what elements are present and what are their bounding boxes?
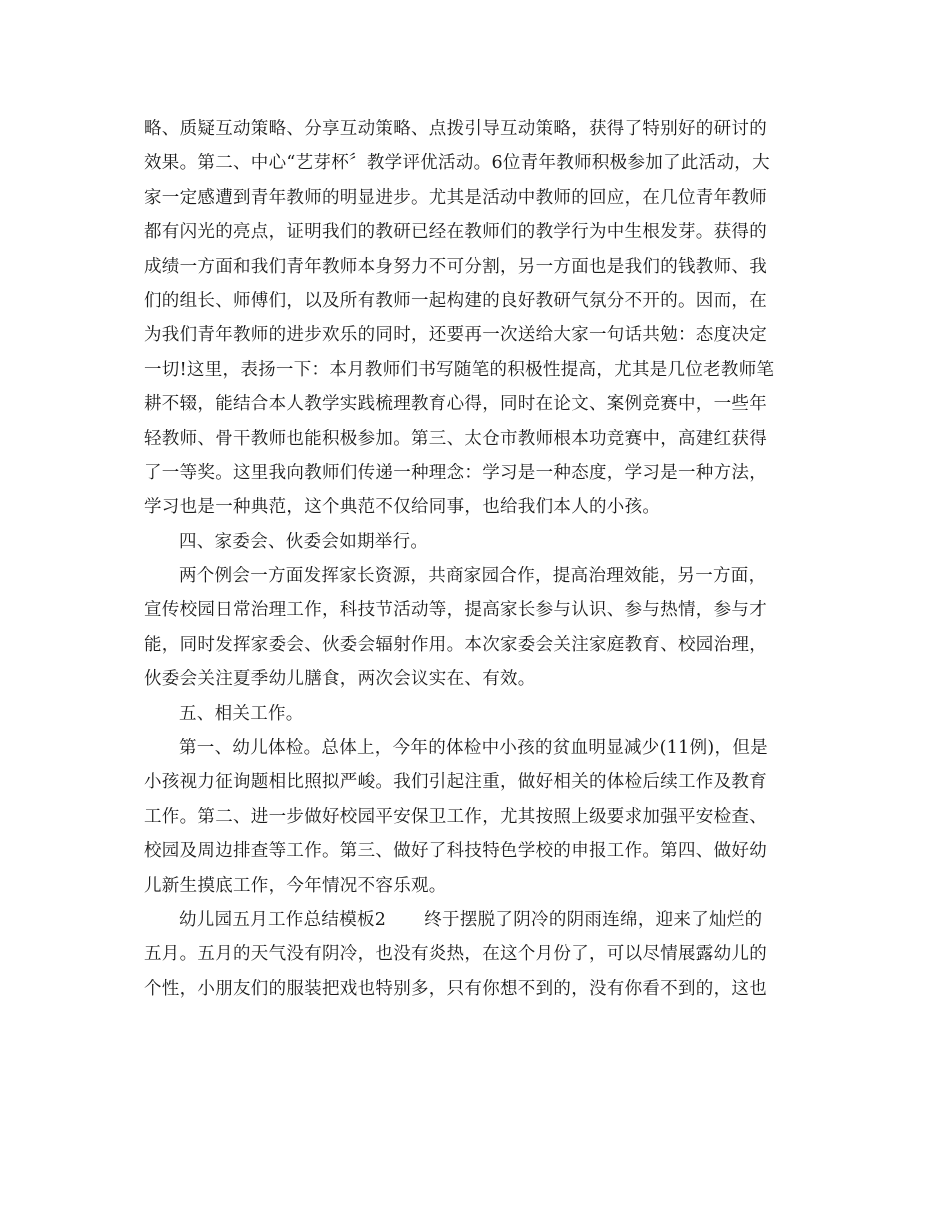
text-line: 轻教师、骨干教师也能积极参加。第三、太仓市教师根本功竞赛中，高建红获得	[144, 428, 767, 449]
text-line: 家一定感遭到青年教师的明显进步。尤其是活动中教师的回应，在几位青年教师	[144, 187, 767, 208]
text-line: 第一、幼儿体检。总体上，今年的体检中小孩的贫血明显减少(11例)，但是	[179, 738, 768, 759]
template-2-first-line	[144, 903, 806, 937]
template-2-title: 幼儿园五月工作总结模板2	[179, 909, 387, 930]
text-line: 效果。第二、中心“艺芽杯〞教学评优活动。6位青年教师积极参加了此活动，大	[144, 153, 770, 174]
text-line: 学习也是一种典范，这个典范不仅给同事，也给我们本人的小孩。	[144, 497, 661, 518]
text-line: 一切!这里，表扬一下：本月教师们书写随笔的积极性提高，尤其是几位老教师笔	[144, 359, 775, 380]
text-line: 们的组长、师傅们，以及所有教师一起构建的良好教研气氛分不开的。因而，在	[144, 290, 767, 311]
section-heading-5: 五、相关工作。	[179, 703, 304, 724]
text-line: 都有闪光的亮点，证明我们的教研已经在教师们的教学行为中生根发芽。获得的	[144, 222, 767, 243]
text-line: 校园及周边排查等工作。第三、做好了科技特色学校的申报工作。第四、做好幼	[144, 841, 767, 862]
text-line: 个性，小朋友们的服装把戏也特别多，只有你想不到的，没有你看不到的，这也	[144, 978, 767, 999]
text-line: 了一等奖。这里我向教师们传递一种理念：学习是一种态度，学习是一种方法，	[144, 462, 767, 483]
text-line: 五月。五月的天气没有阴冷，也没有炎热，在这个月份了，可以尽情展露幼儿的	[144, 944, 767, 965]
text-line: 能，同时发挥家委会、伙委会辐射作用。本次家委会关注家庭教育、校园治理，	[144, 634, 767, 655]
text-line: 儿新生摸底工作，今年情况不容乐观。	[144, 875, 447, 896]
text-line: 宣传校园日常治理工作，科技节活动等，提高家长参与认识、参与热情，参与才	[144, 600, 767, 621]
text-line: 两个例会一方面发挥家长资源，共商家园合作，提高治理效能，另一方面，	[179, 566, 767, 587]
text-line: 耕不辍，能结合本人教学实践梳理教育心得，同时在论文、案例竞赛中，一些年	[144, 394, 767, 415]
text-line: 为我们青年教师的进步欢乐的同时，还要再一次送给大家一句话共勉：态度决定	[144, 325, 767, 346]
text-line: 略、质疑互动策略、分享互动策略、点拨引导互动策略，获得了特别好的研讨的	[144, 119, 767, 139]
text-line-rest: 终于摆脱了阴冷的阴雨连绵，迎来了灿烂的	[424, 909, 763, 930]
text-line: 伙委会关注夏季幼儿膳食，两次会议实在、有效。	[144, 669, 536, 690]
section-heading-4: 四、家委会、伙委会如期举行。	[179, 531, 429, 552]
text-line: 成绩一方面和我们青年教师本身努力不可分割，另一方面也是我们的钱教师、我	[144, 256, 767, 277]
document-body	[144, 112, 806, 1006]
text-line: 小孩视力征询题相比照拟严峻。我们引起注重，做好相关的体检后续工作及教育	[144, 772, 767, 793]
text-line: 工作。第二、进一步做好校园平安保卫工作，尤其按照上级要求加强平安检查、	[144, 806, 767, 827]
